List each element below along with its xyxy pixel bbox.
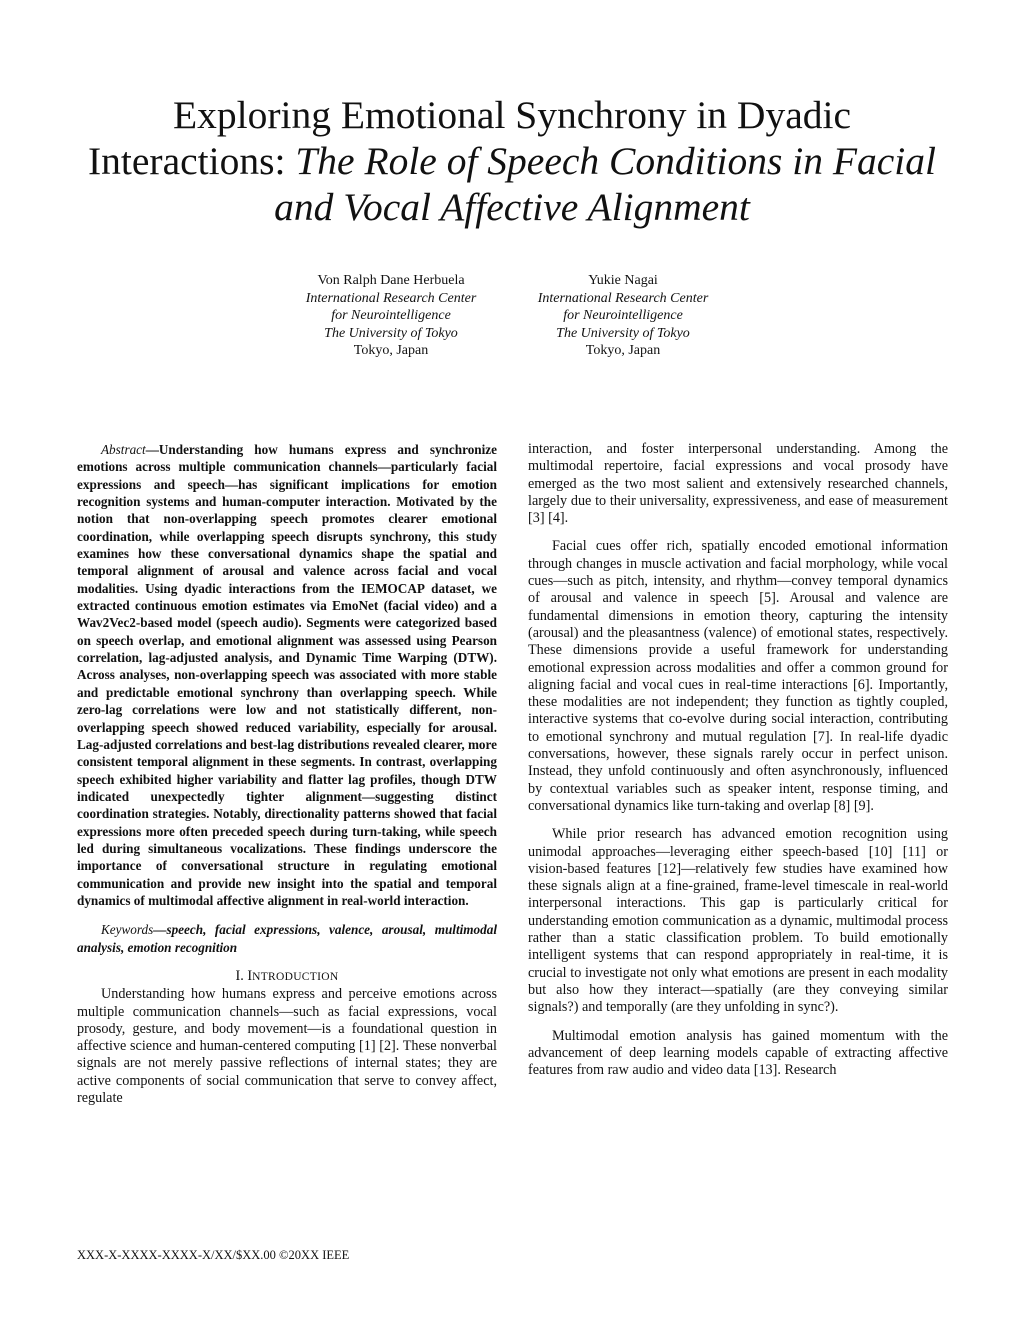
author-affiliation-line: for Neurointelligence bbox=[331, 308, 451, 324]
prior-research-paragraph: While prior research has advanced emotion recognition using unimodal approaches—leveraging either speech-based [10] [11] or vision-based features [12]—relatively few studies have examined how these signals align at a fine-grained, frame-level timescale in real-world interpersonal interactions. This gap is particularly critical for understanding emotion communication as a dynamic, multimodal process rather than a static classification problem. To build emotionally intelligent systems that can respond appropriately in real-time, it is crucial to investigate not only what emotions are present in each modality but also how they interact—spatially (are they conveying similar signals?) and temporally (are they unfolding in sync?). bbox=[528, 826, 948, 1016]
author-name: Von Ralph Dane Herbuela bbox=[317, 273, 465, 288]
author-location: Tokyo, Japan bbox=[353, 343, 429, 359]
right-column bbox=[528, 441, 948, 1079]
multimodal-analysis-paragraph: Multimodal emotion analysis has gained momentum with the advancement of deep learning models capable of extracting affective features from raw audio and video data [13]. Research bbox=[528, 1027, 948, 1079]
intro-paragraph-continued: interaction, and foster interpersonal understanding. Among the multimodal repertoire, facial expressions and vocal prosody have emerged as the two most salient and extensively researched channels, largely due to their universality, expressiveness, and ease of measurement [3] [4]. bbox=[528, 441, 948, 527]
author-affiliation-line: International Research Center bbox=[537, 290, 709, 306]
section-number: I. bbox=[235, 967, 248, 984]
abstract-text: —Understanding how humans express and synchronize emotions across multiple communication channels—particularly facial expressions and speech—has significant implications for emotion recognition systems and human-computer interaction. Motivated by the notion that non-overlapping speech promotes clearer emotional coordination, while overlapping speech disrupts synchrony, this study examines how these conversational dynamics shape the spatial and temporal alignment of arousal and valence across facial and vocal modalities. Using dyadic interactions from the IEMOCAP dataset, we extracted continuous emotion estimates via EmoNet (facial video) and a Wav2Vec2-based model (speech audio). Segments were categorized based on speech overlap, and emotional alignment was assessed using Pearson correlation, lag-adjusted analysis, and Dynamic Time Warping (DTW). Across analyses, non-overlapping speech was associated with more stable and predictable emotional synchrony than overlapping speech. While zero-lag correlations were low and not statistically different, non-overlapping speech showed reduced variability, especially for arousal. Lag-adjusted correlations and best-lag distributions revealed clearer, more consistent temporal alignment in these segments. In contrast, overlapping speech exhibited higher variability and flatter lag profiles, though DTW indicated unexpectedly tighter alignment—suggesting distinct coordination strategies. Notably, directionality patterns showed that facial expressions more often preceded speech during turn-taking, while speech led during simultaneous vocalizations. These findings underscore the importance of conversational structure in regulating emotional communication and provide new insight into the spatial and temporal dynamics of multimodal affective alignment in real-world interaction. bbox=[77, 442, 497, 908]
author-block-1 bbox=[271, 272, 511, 360]
title-line-2-italic: The Role of Speech Conditions in Facial bbox=[295, 139, 936, 183]
copyright-footer: XXX-X-XXXX-XXXX-X/XX/$XX.00 ©20XX IEEE bbox=[77, 1248, 350, 1262]
abstract bbox=[77, 441, 497, 909]
intro-paragraph: Understanding how humans express and perceive emotions across multiple communication channels—such as facial expressions, vocal prosody, gesture, and body movement—is a foundational question in affective science and human-centered computing [1] [2]. These nonverbal signals are not merely passive reflections of internal states; they are active components of social communication that serve to convey affect, regulate bbox=[77, 986, 497, 1107]
title-line-1: Exploring Emotional Synchrony in Dyadic bbox=[173, 93, 851, 137]
author-block-2 bbox=[503, 272, 743, 360]
keywords bbox=[77, 921, 497, 956]
title-line-2-plain: Interactions: bbox=[88, 139, 296, 183]
author-location: Tokyo, Japan bbox=[585, 343, 661, 359]
author-affiliation-line: for Neurointelligence bbox=[563, 308, 683, 324]
section-title-rest: NTRODUCTION bbox=[252, 970, 339, 983]
author-affiliation-line: The University of Tokyo bbox=[324, 325, 458, 341]
section-title-initial: I bbox=[247, 967, 253, 984]
paper-title bbox=[60, 92, 964, 230]
section-heading-introduction bbox=[77, 968, 497, 986]
abstract-lead: Abstract bbox=[101, 442, 146, 457]
author-name: Yukie Nagai bbox=[588, 273, 658, 288]
title-line-3-italic: and Vocal Affective Alignment bbox=[274, 185, 750, 229]
left-column bbox=[77, 441, 497, 1107]
keywords-lead: Keywords bbox=[101, 922, 154, 938]
author-affiliation-line: The University of Tokyo bbox=[556, 325, 690, 341]
keywords-text: —speech, facial expressions, valence, arousal, multimodal analysis, emotion recognition bbox=[77, 922, 497, 955]
facial-cues-paragraph: Facial cues offer rich, spatially encoded emotional information through changes in muscle activation and facial morphology, while vocal cues—such as pitch, intensity, and rhythm—convey temporal dynamics of arousal and valence in speech [5]. Arousal and valence are fundamental dimensions in emotion theory, capturing the intensity (arousal) and the pleasantness (valence) of emotional states, respectively. These dimensions provide a useful framework for understanding emotional expression across modalities and offer a common ground for aligning facial and vocal cues in real-time interactions [6]. Importantly, these modalities are not independent; they function as tightly coupled, interactive systems that co-evolve during social interaction, contributing to emotional synchrony and mutual regulation [7]. In real-life dyadic conversations, however, these signals rarely occur in perfect unison. Instead, they unfold continuously and often asynchronously, influenced by contextual variables such as speaker intent, response timing, and conversational dynamics like turn-taking and overlap [8] [9]. bbox=[528, 538, 948, 814]
author-affiliation-line: International Research Center bbox=[305, 290, 477, 306]
